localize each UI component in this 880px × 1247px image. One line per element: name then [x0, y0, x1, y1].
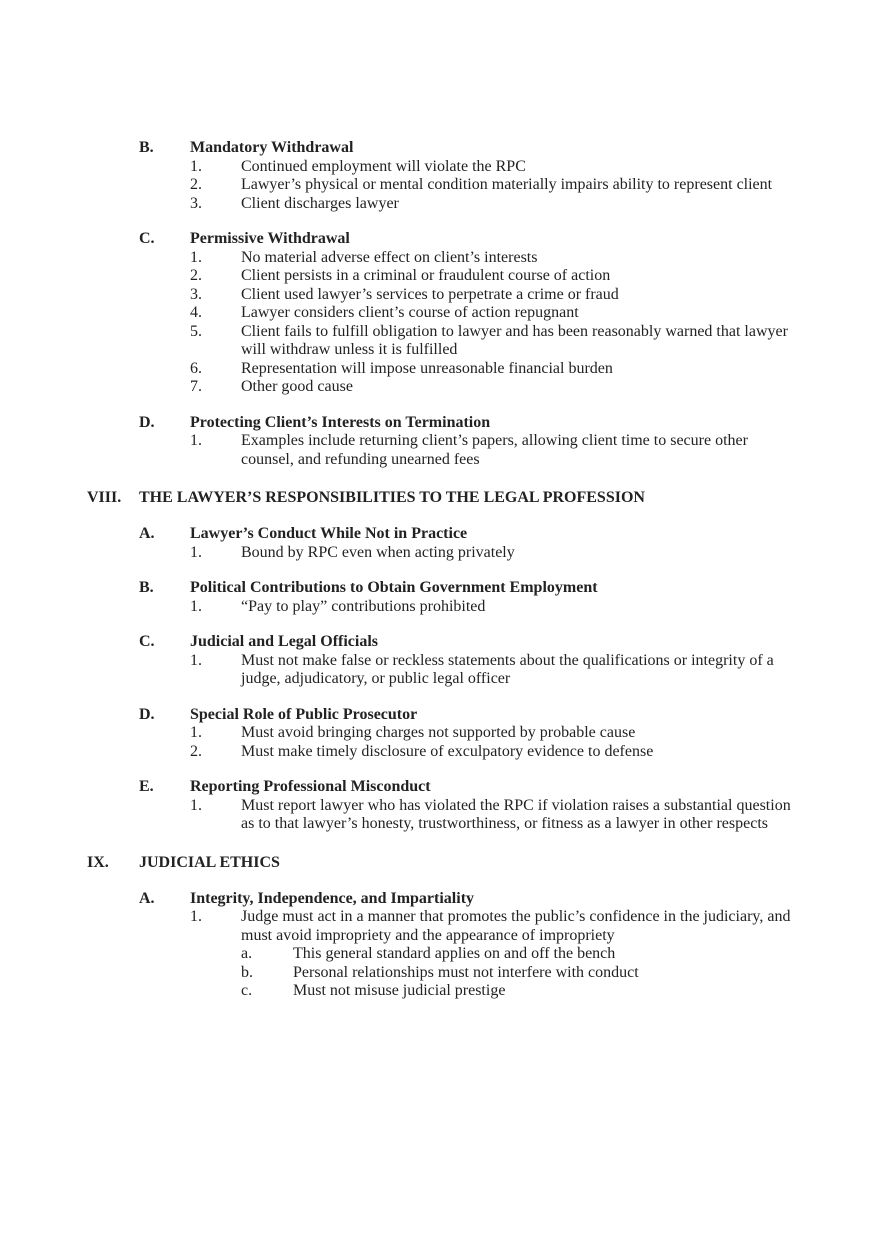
- subsection-heading: [0, 139, 880, 158]
- list-item-number: 1.: [190, 724, 202, 741]
- list-item: [0, 158, 801, 177]
- list-item-text: Client persists in a criminal or fraudulent course of action: [241, 267, 611, 284]
- list-item-text: Lawyer considers client’s course of action repugnant: [241, 304, 579, 321]
- subsection-title: Permissive Withdrawal: [190, 230, 350, 247]
- list-item-text: Must avoid bringing charges not supported by probable cause: [241, 724, 636, 741]
- list-item: [0, 267, 801, 286]
- list-item-text: Client fails to fulfill obligation to lawyer and has been reasonably warned that lawyer will withdraw unless it is fulfilled: [241, 322, 788, 358]
- subsection-letter: D.: [139, 413, 155, 431]
- list-item-text: No material adverse effect on client’s interests: [241, 248, 538, 266]
- sub-list-item: [0, 945, 803, 964]
- list-item: [0, 304, 801, 323]
- major-section-title: JUDICIAL ETHICS: [139, 853, 280, 871]
- list-item-number: 3.: [190, 194, 202, 212]
- list-item-text: Continued employment will violate the RPC: [241, 157, 526, 175]
- list-item: [0, 360, 801, 379]
- subsection-title: Lawyer’s Conduct While Not in Practice: [190, 525, 468, 542]
- subsection: [0, 525, 880, 562]
- subsection-title: Special Role of Public Prosecutor: [190, 705, 418, 723]
- list-item-number: 7.: [190, 378, 202, 395]
- list-item: [0, 724, 801, 743]
- subsection-letter: C.: [139, 230, 155, 247]
- major-section-number: IX.: [87, 853, 109, 871]
- list-item-text: Must make timely disclosure of exculpatory evidence to defense: [241, 742, 654, 760]
- list-item-number: 3.: [190, 285, 202, 303]
- list-item: [0, 286, 801, 305]
- list-item: [0, 432, 801, 469]
- list-item-number: 1.: [190, 796, 202, 814]
- subsection-title: Judicial and Legal Officials: [190, 633, 379, 650]
- subsection-heading: [0, 579, 880, 598]
- list-item: [0, 652, 801, 689]
- list-item-number: 1.: [190, 432, 202, 449]
- subsection-letter: C.: [139, 633, 155, 650]
- subsection-heading: [0, 890, 880, 909]
- subsection: [0, 139, 880, 213]
- subsection: [0, 230, 880, 397]
- subsection: [0, 890, 880, 1001]
- list-item-number: 2.: [190, 176, 202, 193]
- subsection-letter: B.: [139, 139, 154, 156]
- list-item-number: 2.: [190, 267, 202, 284]
- sub-list-item-letter: b.: [241, 963, 253, 981]
- sub-list-item: [0, 964, 803, 983]
- sub-list-item-text: This general standard applies on and off the bench: [293, 945, 616, 962]
- list-item: [0, 323, 801, 360]
- major-section: [0, 489, 880, 834]
- list-item-text: Bound by RPC even when acting privately: [241, 543, 515, 561]
- list-item: [0, 544, 801, 563]
- subsection-letter: B.: [139, 579, 154, 596]
- list-item-number: 1.: [190, 651, 202, 669]
- sub-list-item-text: Must not misuse judicial prestige: [293, 982, 506, 999]
- list-item-text: Examples include returning client’s papers, allowing client time to secure other counsel, and refunding unearned fees: [241, 432, 748, 468]
- document-page: [0, 139, 880, 1001]
- list-item: [0, 378, 801, 397]
- subsection: [0, 778, 880, 834]
- list-item-text: Client used lawyer’s services to perpetrate a crime or fraud: [241, 285, 619, 303]
- list-item: [0, 797, 801, 834]
- subsection-title: Political Contributions to Obtain Government Employment: [190, 579, 598, 596]
- list-item-text: Client discharges lawyer: [241, 194, 399, 212]
- list-item-number: 1.: [190, 248, 202, 266]
- subsection-heading: [0, 778, 880, 797]
- sub-list-item-letter: c.: [241, 982, 253, 999]
- subsection-title: Protecting Client’s Interests on Termination: [190, 413, 491, 431]
- subsection: [0, 414, 880, 470]
- list-item: [0, 249, 801, 268]
- subsection-letter: D.: [139, 705, 155, 723]
- major-heading: [0, 854, 880, 873]
- subsection-letter: A.: [139, 525, 155, 542]
- list-item-text: Representation will impose unreasonable financial burden: [241, 359, 613, 377]
- list-item: [0, 908, 801, 945]
- list-item-number: 1.: [190, 908, 202, 925]
- subsection-heading: [0, 414, 880, 433]
- subsection-title: Reporting Professional Misconduct: [190, 778, 431, 795]
- list-item: [0, 176, 801, 195]
- subsection-heading: [0, 525, 880, 544]
- list-item-text: Judge must act in a manner that promotes the public’s confidence in the judiciary, and must avoid impropriety and the appearance of impropriety: [241, 908, 791, 944]
- subsection-heading: [0, 633, 880, 652]
- list-item: [0, 195, 801, 214]
- list-item-text: Lawyer’s physical or mental condition materially impairs ability to represent client: [241, 176, 773, 193]
- subsection: [0, 706, 880, 762]
- subsection-heading: [0, 706, 880, 725]
- subsection-title: Mandatory Withdrawal: [190, 139, 354, 156]
- list-item-text: Must not make false or reckless statements about the qualifications or integrity of a judge, adjudicatory, or public legal officer: [241, 651, 774, 687]
- list-item-text: Other good cause: [241, 378, 353, 395]
- major-heading: [0, 489, 880, 508]
- list-item-number: 1.: [190, 543, 202, 561]
- major-section-number: VIII.: [87, 489, 122, 506]
- list-item-number: 4.: [190, 304, 202, 321]
- list-item-number: 1.: [190, 597, 202, 615]
- sub-list-item-text: Personal relationships must not interfere with conduct: [293, 963, 639, 981]
- list-item: [0, 598, 801, 617]
- list-item-number: 1.: [190, 157, 202, 175]
- subsection-letter: A.: [139, 889, 155, 907]
- list-item: [0, 743, 801, 762]
- list-item-number: 5.: [190, 322, 202, 340]
- subsection-letter: E.: [139, 778, 154, 795]
- list-item-text: “Pay to play” contributions prohibited: [241, 597, 486, 615]
- major-section: [0, 854, 880, 1001]
- sub-list-item: [0, 982, 803, 1001]
- subsection: [0, 579, 880, 616]
- list-item-number: 6.: [190, 359, 202, 377]
- sub-list-item-letter: a.: [241, 945, 253, 962]
- subsection-title: Integrity, Independence, and Impartiality: [190, 889, 475, 907]
- major-section-title: THE LAWYER’S RESPONSIBILITIES TO THE LEGAL PROFESSION: [139, 489, 645, 506]
- list-item-text: Must report lawyer who has violated the RPC if violation raises a substantial question as to that lawyer’s honesty, trustworthiness, or fitness as a lawyer in other respects: [241, 796, 791, 832]
- subsection-heading: [0, 230, 880, 249]
- list-item-number: 2.: [190, 742, 202, 760]
- subsection: [0, 633, 880, 689]
